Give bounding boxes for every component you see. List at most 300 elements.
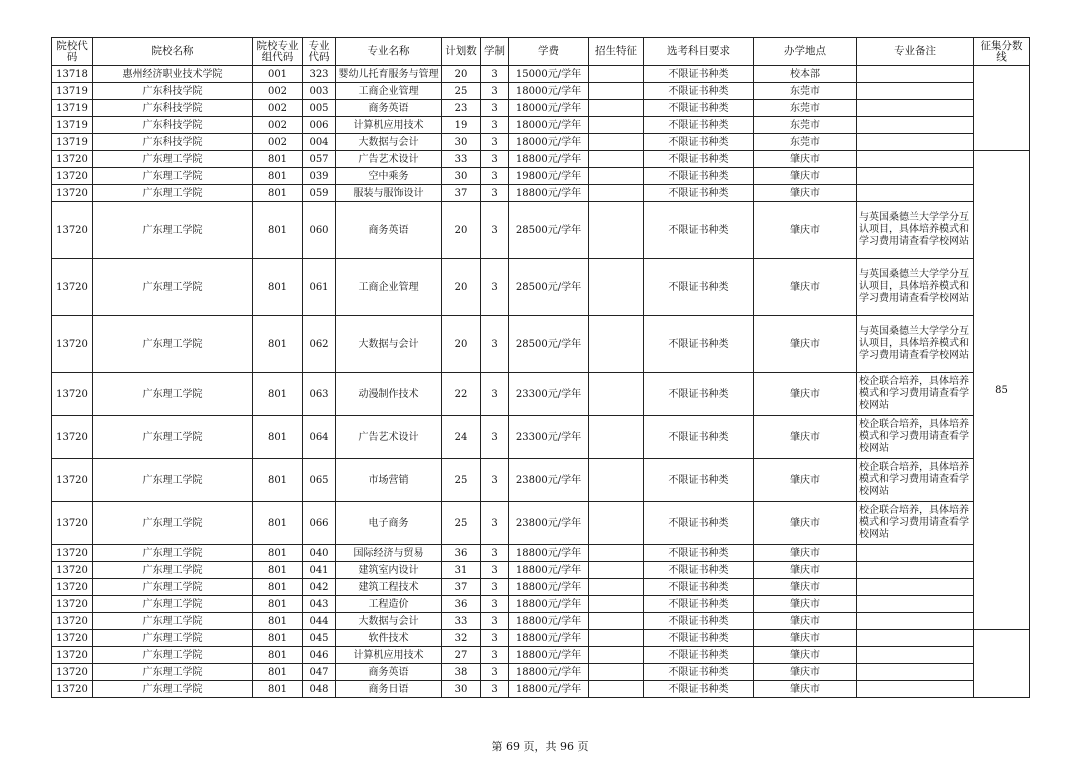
group-code-cell: 801 — [253, 259, 303, 316]
school-name-cell: 广东理工学院 — [93, 562, 253, 579]
header-feature: 招生特征 — [589, 38, 644, 66]
subjects-cell: 不限证书种类 — [644, 202, 754, 259]
group-code-cell: 801 — [253, 596, 303, 613]
feature-cell — [589, 83, 644, 100]
fee-cell: 18800元/学年 — [509, 630, 589, 647]
location-cell: 肇庆市 — [754, 168, 857, 185]
major-code-cell: 046 — [303, 647, 336, 664]
note-cell — [857, 117, 974, 134]
table-row — [52, 664, 1030, 681]
note-cell — [857, 613, 974, 630]
school-name-cell: 广东理工学院 — [93, 168, 253, 185]
header-score-line: 征集分数线 — [974, 38, 1030, 66]
header-row — [52, 38, 1030, 66]
location-cell: 肇庆市 — [754, 259, 857, 316]
location-cell: 东莞市 — [754, 100, 857, 117]
feature-cell — [589, 502, 644, 545]
subjects-cell: 不限证书种类 — [644, 579, 754, 596]
years-cell: 3 — [481, 562, 509, 579]
school-code-cell: 13719 — [52, 117, 93, 134]
group-code-cell: 801 — [253, 562, 303, 579]
major-code-cell: 057 — [303, 151, 336, 168]
school-code-cell: 13720 — [52, 613, 93, 630]
subjects-cell: 不限证书种类 — [644, 185, 754, 202]
feature-cell — [589, 168, 644, 185]
feature-cell — [589, 459, 644, 502]
school-name-cell: 广东理工学院 — [93, 185, 253, 202]
note-cell — [857, 681, 974, 698]
major-name-cell: 工程造价 — [336, 596, 442, 613]
years-cell: 3 — [481, 664, 509, 681]
major-name-cell: 计算机应用技术 — [336, 647, 442, 664]
location-cell: 肇庆市 — [754, 151, 857, 168]
note-cell: 校企联合培养，具体培养模式和学习费用请查看学校网站 — [857, 459, 974, 502]
table-row — [52, 117, 1030, 134]
major-name-cell: 广告艺术设计 — [336, 151, 442, 168]
note-cell — [857, 596, 974, 613]
location-cell: 肇庆市 — [754, 416, 857, 459]
feature-cell — [589, 373, 644, 416]
header-school-code: 院校代码 — [52, 38, 93, 66]
group-code-cell: 801 — [253, 613, 303, 630]
fee-cell: 23300元/学年 — [509, 416, 589, 459]
school-name-cell: 广东理工学院 — [93, 316, 253, 373]
school-name-cell: 广东理工学院 — [93, 647, 253, 664]
table-row — [52, 613, 1030, 630]
school-code-cell: 13720 — [52, 416, 93, 459]
major-name-cell: 大数据与会计 — [336, 316, 442, 373]
school-code-cell: 13720 — [52, 185, 93, 202]
major-code-cell: 047 — [303, 664, 336, 681]
table-row — [52, 168, 1030, 185]
major-code-cell: 041 — [303, 562, 336, 579]
plan-cell: 20 — [442, 316, 481, 373]
table-row — [52, 630, 1030, 647]
header-fee: 学费 — [509, 38, 589, 66]
subjects-cell: 不限证书种类 — [644, 373, 754, 416]
note-cell — [857, 664, 974, 681]
feature-cell — [589, 185, 644, 202]
major-code-cell: 062 — [303, 316, 336, 373]
major-code-cell: 066 — [303, 502, 336, 545]
plan-cell: 20 — [442, 66, 481, 83]
plan-cell: 20 — [442, 202, 481, 259]
note-cell — [857, 151, 974, 168]
school-name-cell: 广东科技学院 — [93, 117, 253, 134]
table-row — [52, 459, 1030, 502]
years-cell: 3 — [481, 545, 509, 562]
major-name-cell: 空中乘务 — [336, 168, 442, 185]
school-code-cell: 13720 — [52, 151, 93, 168]
score-line-cell: 85 — [974, 151, 1030, 630]
plan-cell: 27 — [442, 647, 481, 664]
header-group-code: 院校专业组代码 — [253, 38, 303, 66]
years-cell: 3 — [481, 100, 509, 117]
plan-cell: 23 — [442, 100, 481, 117]
school-name-cell: 广东理工学院 — [93, 416, 253, 459]
major-name-cell: 大数据与会计 — [336, 613, 442, 630]
school-code-cell: 13720 — [52, 630, 93, 647]
header-subjects: 选考科目要求 — [644, 38, 754, 66]
group-code-cell: 001 — [253, 66, 303, 83]
header-major-name: 专业名称 — [336, 38, 442, 66]
header-plan: 计划数 — [442, 38, 481, 66]
plan-cell: 37 — [442, 579, 481, 596]
location-cell: 肇庆市 — [754, 647, 857, 664]
admission-table — [51, 37, 1030, 698]
years-cell: 3 — [481, 66, 509, 83]
group-code-cell: 801 — [253, 168, 303, 185]
note-cell: 校企联合培养，具体培养模式和学习费用请查看学校网站 — [857, 416, 974, 459]
table-row — [52, 681, 1030, 698]
group-code-cell: 801 — [253, 202, 303, 259]
score-line-cell — [974, 66, 1030, 151]
plan-cell: 36 — [442, 545, 481, 562]
note-cell — [857, 562, 974, 579]
header-note: 专业备注 — [857, 38, 974, 66]
plan-cell: 25 — [442, 502, 481, 545]
years-cell: 3 — [481, 681, 509, 698]
plan-cell: 25 — [442, 83, 481, 100]
note-cell — [857, 630, 974, 647]
school-code-cell: 13720 — [52, 647, 93, 664]
subjects-cell: 不限证书种类 — [644, 459, 754, 502]
header-years: 学制 — [481, 38, 509, 66]
location-cell: 肇庆市 — [754, 545, 857, 562]
plan-cell: 38 — [442, 664, 481, 681]
plan-cell: 32 — [442, 630, 481, 647]
years-cell: 3 — [481, 151, 509, 168]
subjects-cell: 不限证书种类 — [644, 83, 754, 100]
major-name-cell: 广告艺术设计 — [336, 416, 442, 459]
feature-cell — [589, 681, 644, 698]
fee-cell: 18800元/学年 — [509, 681, 589, 698]
table-row — [52, 416, 1030, 459]
school-name-cell: 广东理工学院 — [93, 202, 253, 259]
location-cell: 肇庆市 — [754, 596, 857, 613]
group-code-cell: 801 — [253, 316, 303, 373]
fee-cell: 18000元/学年 — [509, 83, 589, 100]
major-code-cell: 060 — [303, 202, 336, 259]
feature-cell — [589, 562, 644, 579]
admission-table-sheet — [51, 37, 1029, 698]
note-cell: 与英国桑德兰大学学分互认项目，具体培养模式和学习费用请查看学校网站 — [857, 202, 974, 259]
school-code-cell: 13720 — [52, 202, 93, 259]
note-cell — [857, 83, 974, 100]
table-row — [52, 373, 1030, 416]
major-code-cell: 048 — [303, 681, 336, 698]
location-cell: 肇庆市 — [754, 502, 857, 545]
group-code-cell: 002 — [253, 117, 303, 134]
group-code-cell: 801 — [253, 630, 303, 647]
plan-cell: 20 — [442, 259, 481, 316]
school-code-cell: 13720 — [52, 502, 93, 545]
fee-cell: 19800元/学年 — [509, 168, 589, 185]
years-cell: 3 — [481, 259, 509, 316]
major-code-cell: 039 — [303, 168, 336, 185]
group-code-cell: 801 — [253, 459, 303, 502]
table-row — [52, 134, 1030, 151]
school-code-cell: 13719 — [52, 134, 93, 151]
subjects-cell: 不限证书种类 — [644, 502, 754, 545]
note-cell: 校企联合培养，具体培养模式和学习费用请查看学校网站 — [857, 502, 974, 545]
plan-cell: 25 — [442, 459, 481, 502]
major-code-cell: 323 — [303, 66, 336, 83]
fee-cell: 28500元/学年 — [509, 202, 589, 259]
school-code-cell: 13720 — [52, 545, 93, 562]
fee-cell: 18000元/学年 — [509, 100, 589, 117]
major-code-cell: 065 — [303, 459, 336, 502]
table-row — [52, 596, 1030, 613]
major-name-cell: 建筑室内设计 — [336, 562, 442, 579]
major-name-cell: 商务英语 — [336, 100, 442, 117]
major-code-cell: 063 — [303, 373, 336, 416]
years-cell: 3 — [481, 596, 509, 613]
school-name-cell: 广东科技学院 — [93, 100, 253, 117]
years-cell: 3 — [481, 185, 509, 202]
school-code-cell: 13720 — [52, 579, 93, 596]
major-name-cell: 动漫制作技术 — [336, 373, 442, 416]
table-row — [52, 545, 1030, 562]
table-row — [52, 259, 1030, 316]
major-name-cell: 服装与服饰设计 — [336, 185, 442, 202]
subjects-cell: 不限证书种类 — [644, 100, 754, 117]
group-code-cell: 002 — [253, 100, 303, 117]
subjects-cell: 不限证书种类 — [644, 596, 754, 613]
location-cell: 肇庆市 — [754, 613, 857, 630]
fee-cell: 28500元/学年 — [509, 316, 589, 373]
school-name-cell: 广东理工学院 — [93, 373, 253, 416]
plan-cell: 30 — [442, 134, 481, 151]
major-code-cell: 042 — [303, 579, 336, 596]
location-cell: 肇庆市 — [754, 373, 857, 416]
feature-cell — [589, 416, 644, 459]
header-major-code: 专业代码 — [303, 38, 336, 66]
subjects-cell: 不限证书种类 — [644, 647, 754, 664]
major-name-cell: 市场营销 — [336, 459, 442, 502]
fee-cell: 28500元/学年 — [509, 259, 589, 316]
plan-cell: 36 — [442, 596, 481, 613]
major-code-cell: 005 — [303, 100, 336, 117]
fee-cell: 23800元/学年 — [509, 459, 589, 502]
years-cell: 3 — [481, 416, 509, 459]
feature-cell — [589, 117, 644, 134]
location-cell: 东莞市 — [754, 134, 857, 151]
page-footer: 第 69 页，共 96 页 — [491, 740, 589, 753]
school-name-cell: 广东理工学院 — [93, 459, 253, 502]
major-name-cell: 婴幼儿托育服务与管理 — [336, 66, 442, 83]
major-code-cell: 040 — [303, 545, 336, 562]
school-name-cell: 广东理工学院 — [93, 579, 253, 596]
school-name-cell: 广东理工学院 — [93, 681, 253, 698]
major-name-cell: 国际经济与贸易 — [336, 545, 442, 562]
school-code-cell: 13720 — [52, 562, 93, 579]
feature-cell — [589, 630, 644, 647]
major-name-cell: 商务日语 — [336, 681, 442, 698]
note-cell — [857, 134, 974, 151]
school-code-cell: 13720 — [52, 259, 93, 316]
group-code-cell: 002 — [253, 83, 303, 100]
school-name-cell: 广东理工学院 — [93, 613, 253, 630]
table-row — [52, 100, 1030, 117]
feature-cell — [589, 66, 644, 83]
feature-cell — [589, 579, 644, 596]
location-cell: 肇庆市 — [754, 459, 857, 502]
location-cell: 肇庆市 — [754, 202, 857, 259]
group-code-cell: 801 — [253, 647, 303, 664]
major-code-cell: 059 — [303, 185, 336, 202]
plan-cell: 31 — [442, 562, 481, 579]
table-row — [52, 83, 1030, 100]
subjects-cell: 不限证书种类 — [644, 316, 754, 373]
note-cell — [857, 185, 974, 202]
school-code-cell: 13719 — [52, 100, 93, 117]
table-row — [52, 202, 1030, 259]
years-cell: 3 — [481, 117, 509, 134]
note-cell: 与英国桑德兰大学学分互认项目，具体培养模式和学习费用请查看学校网站 — [857, 316, 974, 373]
school-code-cell: 13720 — [52, 664, 93, 681]
header-school-name: 院校名称 — [93, 38, 253, 66]
subjects-cell: 不限证书种类 — [644, 630, 754, 647]
major-code-cell: 004 — [303, 134, 336, 151]
location-cell: 肇庆市 — [754, 579, 857, 596]
score-line-cell — [974, 630, 1030, 698]
plan-cell: 30 — [442, 168, 481, 185]
location-cell: 肇庆市 — [754, 664, 857, 681]
subjects-cell: 不限证书种类 — [644, 664, 754, 681]
note-cell: 校企联合培养，具体培养模式和学习费用请查看学校网站 — [857, 373, 974, 416]
plan-cell: 30 — [442, 681, 481, 698]
note-cell — [857, 66, 974, 83]
group-code-cell: 801 — [253, 151, 303, 168]
feature-cell — [589, 613, 644, 630]
plan-cell: 22 — [442, 373, 481, 416]
feature-cell — [589, 664, 644, 681]
school-code-cell: 13720 — [52, 596, 93, 613]
subjects-cell: 不限证书种类 — [644, 416, 754, 459]
group-code-cell: 801 — [253, 681, 303, 698]
plan-cell: 33 — [442, 151, 481, 168]
years-cell: 3 — [481, 579, 509, 596]
school-code-cell: 13720 — [52, 373, 93, 416]
table-row — [52, 647, 1030, 664]
group-code-cell: 801 — [253, 502, 303, 545]
note-cell — [857, 647, 974, 664]
feature-cell — [589, 647, 644, 664]
table-row — [52, 185, 1030, 202]
note-cell: 与英国桑德兰大学学分互认项目，具体培养模式和学习费用请查看学校网站 — [857, 259, 974, 316]
major-name-cell: 大数据与会计 — [336, 134, 442, 151]
major-name-cell: 商务英语 — [336, 202, 442, 259]
years-cell: 3 — [481, 83, 509, 100]
location-cell: 肇庆市 — [754, 681, 857, 698]
feature-cell — [589, 151, 644, 168]
major-code-cell: 003 — [303, 83, 336, 100]
years-cell: 3 — [481, 647, 509, 664]
location-cell: 肇庆市 — [754, 630, 857, 647]
feature-cell — [589, 100, 644, 117]
fee-cell: 23300元/学年 — [509, 373, 589, 416]
major-code-cell: 043 — [303, 596, 336, 613]
note-cell — [857, 579, 974, 596]
fee-cell: 18800元/学年 — [509, 151, 589, 168]
school-name-cell: 广东理工学院 — [93, 502, 253, 545]
table-row — [52, 502, 1030, 545]
group-code-cell: 801 — [253, 185, 303, 202]
group-code-cell: 801 — [253, 416, 303, 459]
major-code-cell: 045 — [303, 630, 336, 647]
school-name-cell: 广东理工学院 — [93, 596, 253, 613]
feature-cell — [589, 259, 644, 316]
group-code-cell: 002 — [253, 134, 303, 151]
group-code-cell: 801 — [253, 579, 303, 596]
subjects-cell: 不限证书种类 — [644, 681, 754, 698]
table-row — [52, 316, 1030, 373]
feature-cell — [589, 202, 644, 259]
note-cell — [857, 168, 974, 185]
subjects-cell: 不限证书种类 — [644, 613, 754, 630]
school-code-cell: 13719 — [52, 83, 93, 100]
school-name-cell: 惠州经济职业技术学院 — [93, 66, 253, 83]
location-cell: 校本部 — [754, 66, 857, 83]
major-name-cell: 工商企业管理 — [336, 83, 442, 100]
school-name-cell: 广东科技学院 — [93, 83, 253, 100]
subjects-cell: 不限证书种类 — [644, 259, 754, 316]
major-code-cell: 061 — [303, 259, 336, 316]
feature-cell — [589, 316, 644, 373]
school-code-cell: 13720 — [52, 681, 93, 698]
header-location: 办学地点 — [754, 38, 857, 66]
fee-cell: 18000元/学年 — [509, 117, 589, 134]
plan-cell: 37 — [442, 185, 481, 202]
fee-cell: 18000元/学年 — [509, 134, 589, 151]
table-body — [52, 66, 1030, 698]
subjects-cell: 不限证书种类 — [644, 562, 754, 579]
school-code-cell: 13720 — [52, 168, 93, 185]
location-cell: 肇庆市 — [754, 562, 857, 579]
fee-cell: 18800元/学年 — [509, 647, 589, 664]
school-name-cell: 广东理工学院 — [93, 545, 253, 562]
group-code-cell: 801 — [253, 545, 303, 562]
fee-cell: 18800元/学年 — [509, 185, 589, 202]
group-code-cell: 801 — [253, 373, 303, 416]
major-name-cell: 软件技术 — [336, 630, 442, 647]
fee-cell: 23800元/学年 — [509, 502, 589, 545]
subjects-cell: 不限证书种类 — [644, 545, 754, 562]
major-name-cell: 电子商务 — [336, 502, 442, 545]
major-name-cell: 计算机应用技术 — [336, 117, 442, 134]
table-row — [52, 579, 1030, 596]
major-code-cell: 064 — [303, 416, 336, 459]
subjects-cell: 不限证书种类 — [644, 168, 754, 185]
subjects-cell: 不限证书种类 — [644, 151, 754, 168]
note-cell — [857, 545, 974, 562]
note-cell — [857, 100, 974, 117]
fee-cell: 18800元/学年 — [509, 613, 589, 630]
years-cell: 3 — [481, 630, 509, 647]
fee-cell: 18800元/学年 — [509, 579, 589, 596]
location-cell: 肇庆市 — [754, 316, 857, 373]
years-cell: 3 — [481, 168, 509, 185]
years-cell: 3 — [481, 134, 509, 151]
plan-cell: 33 — [442, 613, 481, 630]
fee-cell: 15000元/学年 — [509, 66, 589, 83]
location-cell: 肇庆市 — [754, 185, 857, 202]
school-name-cell: 广东理工学院 — [93, 664, 253, 681]
fee-cell: 18800元/学年 — [509, 562, 589, 579]
subjects-cell: 不限证书种类 — [644, 134, 754, 151]
location-cell: 东莞市 — [754, 83, 857, 100]
